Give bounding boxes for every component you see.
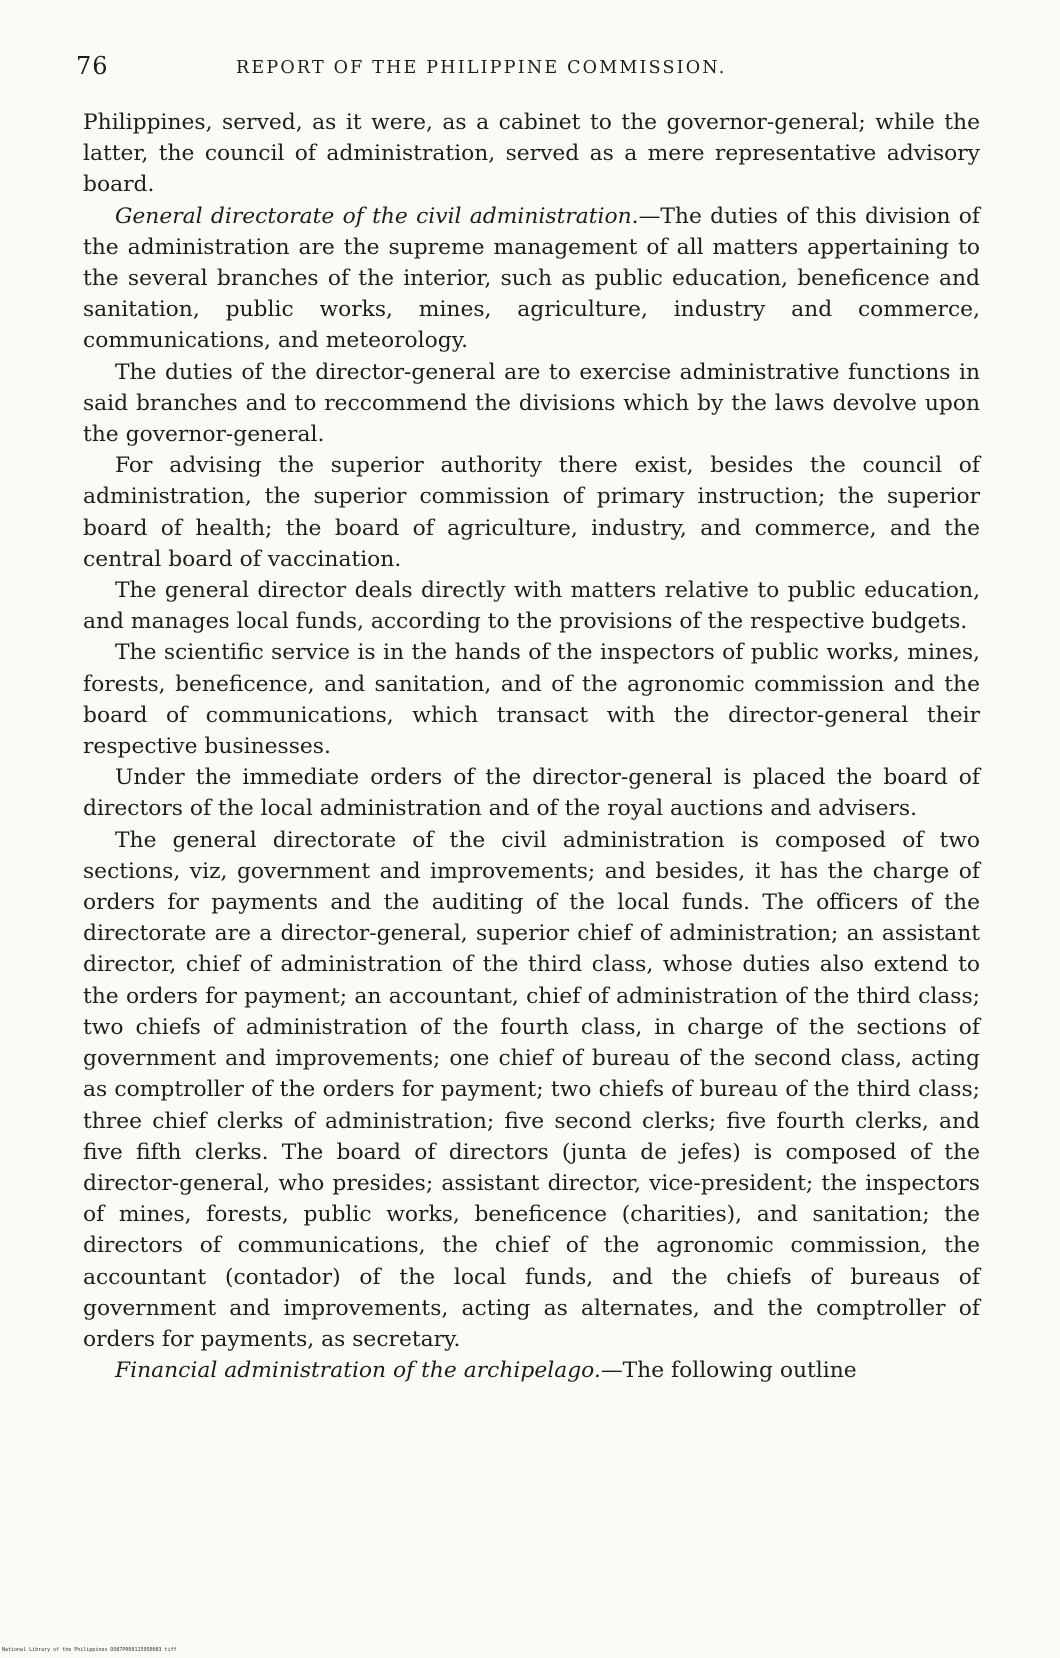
page-number: 76 [76, 52, 109, 80]
running-head: REPORT OF THE PHILIPPINE COMMISSION. [236, 58, 727, 78]
paragraph-directorate-composition: The general directorate of the civil administration is composed of two sections, viz, government and improvements; and besides, it has the charge of orders for payments and the auditing of the local funds. The officers of the directorate are a director-general, superior chief of administration; an assistant director, chief of administration of the third class, whose duties also extend to the orders for payment; an accountant, chief of administration of the third class; two chiefs of administration of the fourth class, in charge of the sections of government and improvements; one chief of bureau of the second class, acting as comptroller of the orders for payment; two chiefs of bureau of the third class; three chief clerks of administration; five second clerks; five fourth clerks, and five fifth clerks. The board of directors (junta de jefes) is composed of the director-general, who presides; assistant director, vice-president; the inspectors of mines, forests, public works, beneficence (charities), and sanitation; the directors of communications, the chief of the agronomic commission, the accountant (contador) of the local funds, and the chiefs of bureaus of government and improvements, acting as alternates, and the comptroller of orders for payments, as secretary. [83, 827, 980, 1352]
paragraph-continuation: Philippines, served, as it were, as a cabinet to the governor-general; while the latter, the council of administration, served as a mere representative advisory board. [83, 110, 980, 198]
section-heading-financial-administration: Financial administration of the archipelago. [115, 1358, 601, 1384]
body-text [83, 107, 980, 1386]
page-header [76, 52, 976, 82]
paragraph-board-of-directors: Under the immediate orders of the director-general is placed the board of directors of the local administration and of the royal auctions and advisers. [83, 765, 980, 822]
paragraph-general-director: The general director deals directly with matters relative to public education, and manages local funds, according to the provisions of the respective budgets. [83, 578, 980, 635]
paragraph-general-directorate [83, 201, 980, 357]
paragraph-director-duties: The duties of the director-general are to exercise administrative functions in said branches and to reccommend the divisions which by the laws devolve upon the governor-general. [83, 359, 980, 448]
scan-footer: National Library of the Philippines DO87P000115950083 tiff [2, 1647, 177, 1653]
section-heading-general-directorate: General directorate of the civil administration. [115, 203, 639, 229]
paragraph-scientific-service: The scientific service is in the hands of the inspectors of public works, mines, forests, beneficence, and sanitation, and of the agronomic commission and the board of communications, which transact with the director-general their respective businesses. [83, 640, 980, 760]
paragraph-text: —The duties of this division of the administration are the supreme management of all matters appertaining to the several branches of the interior, such as public education, beneficence and sanitation, public works, mines, agriculture, industry and commerce, communications, and meteorology. [83, 203, 980, 354]
paragraph-text: —The following outline [600, 1358, 857, 1384]
paragraph-financial-administration [83, 1355, 980, 1386]
paragraph-advising-bodies: For advising the superior authority there exist, besides the council of administration, the superior commission of primary instruction; the superior board of health; the board of agriculture, industry, and commerce, and the central board of vaccination. [83, 453, 980, 572]
